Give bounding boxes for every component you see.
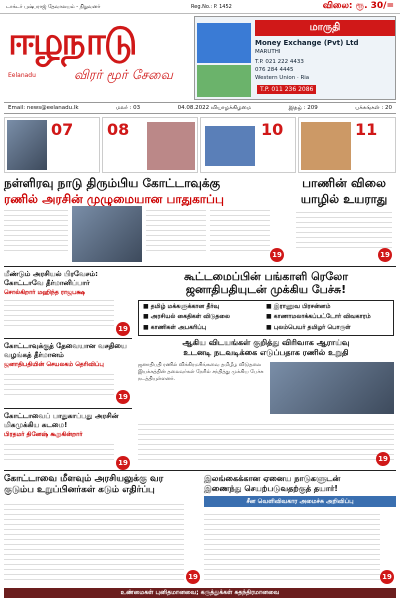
top-strip	[0, 0, 400, 14]
left-story-3-headline: கோட்டாவைப் பாதுகாப்பது அரசின் மிகமுக்கிய கடமை!	[4, 412, 119, 429]
teaser-photo	[301, 122, 351, 170]
exchange-ad[interactable]	[194, 16, 396, 100]
divider	[4, 470, 396, 471]
teaser-page: 10	[261, 120, 284, 139]
ad-partners: Western Union · Ria	[255, 75, 310, 81]
ad-phone3: T.P. 011 236 2086	[257, 85, 316, 94]
lead-story[interactable]	[4, 176, 288, 208]
feature-headline-1: கூட்டமைப்பின் பங்காளி ரெலோ	[183, 270, 349, 283]
page-count: பக்கங்கள் : 20	[355, 104, 392, 111]
teaser-page: 08	[107, 120, 130, 139]
bread-price-story[interactable]	[292, 176, 396, 208]
bottom-left-headline-1: கோட்டாவை மீளவும் அரசியலுக்கு வர	[4, 474, 164, 484]
teaser-box[interactable]	[298, 117, 396, 173]
ad-image-blue	[197, 23, 251, 63]
bottom-left-story[interactable]	[4, 474, 200, 496]
page-ref-badge[interactable]: 19	[116, 390, 130, 404]
left-story-3-body	[4, 440, 114, 462]
bullet-item: ■ இராணுவ பிரசன்னம்	[266, 303, 331, 310]
bullet-item: ■ புலம்பெயர் தமிழர் பொருள்	[266, 323, 351, 331]
ad-brand: MARUTHI	[255, 49, 281, 55]
left-story-1-headline: மீண்டும் அரசியல் பிரவேசம்: கோட்டாவே தீர்மானிப்பார்	[4, 270, 98, 287]
bread-body	[296, 208, 392, 250]
left-story-1-body	[4, 296, 114, 328]
volume: மலர் : 03	[115, 104, 141, 111]
lead-body-2	[146, 206, 206, 254]
ad-phone2: 076 284 4445	[255, 67, 294, 73]
price-label: விலை: ரூ. 30/=	[322, 1, 394, 11]
lead-headline-1: நள்ளிரவு நாடு திரும்பிய கோட்டாவுக்கு	[4, 176, 221, 190]
left-story-2[interactable]	[4, 342, 130, 369]
ad-company-en: Money Exchange (Pvt) Ltd	[255, 39, 359, 47]
footer-slogan: உண்மைகள் புனிதமானவை; கருத்துக்கள் சுதந்திரமானவை	[4, 588, 396, 598]
feature-bullets	[138, 300, 394, 336]
page-ref-badge[interactable]: 19	[376, 452, 390, 466]
page-ref-badge[interactable]: 19	[116, 456, 130, 470]
feature-photo	[270, 362, 394, 414]
bottom-right-headline-1: இலங்கைக்கான ஏனைய நாடுகளுடன்	[204, 474, 341, 483]
bottom-right-story[interactable]	[204, 474, 396, 494]
feature-subhead-1: ஆகிய விடயங்கள் குறித்து விரிவாக ஆராய்வு	[182, 338, 350, 347]
feature-body-more	[138, 420, 394, 460]
bread-headline-2: யாழில் உயராது	[300, 192, 388, 206]
ad-phone1: T.P. 021 222 4433	[255, 59, 304, 65]
lead-headline-2: ரணில் அரசின் முழுமையான பாதுகாப்பு	[4, 192, 224, 206]
teaser-box[interactable]	[4, 117, 100, 173]
masthead	[4, 16, 190, 104]
bottom-right-body	[204, 510, 380, 580]
lead-body-3	[210, 206, 270, 254]
divider	[4, 338, 132, 339]
page-ref-badge[interactable]: 19	[378, 248, 392, 262]
left-story-1[interactable]	[4, 270, 130, 297]
logo-english: Eelanadu	[8, 72, 36, 79]
left-story-2-body	[4, 370, 114, 396]
bread-headline-1: பாணின் விலை	[302, 176, 386, 190]
lead-body	[4, 206, 68, 254]
bottom-right-headline-2: இணைந்து செயற்படுவதற்குத் தயார்!	[204, 484, 338, 493]
issue-date: 04.08.2022 வியாழக்கிழமை	[177, 104, 252, 111]
left-story-3[interactable]	[4, 412, 130, 439]
left-story-1-sub: சொல்கிறார் மஹிந்த ராஜபக்ஷ	[4, 289, 85, 296]
teaser-photo	[7, 120, 47, 170]
teaser-photo	[147, 122, 195, 170]
lead-photo	[72, 206, 142, 262]
page-ref-badge[interactable]: 19	[116, 322, 130, 336]
feature-subheads	[138, 338, 394, 358]
bullet-item: ■ அரசியல் கைதிகள் விடுதலை	[143, 313, 230, 321]
issue-info-bar	[4, 102, 396, 114]
left-story-2-sub: ஜனாதிபதியின் செயலகம் தெரிவிப்பு	[4, 361, 104, 368]
divider	[4, 266, 396, 267]
feature-headline-2: ஜனாதிபதியுடன் முக்கிய பேச்சு!	[185, 283, 347, 296]
bullet-item: ■ காணாமலாக்கப்பட்டோர் விவகாரம்	[266, 313, 371, 321]
left-story-3-sub: பிரதமர் தினேஷ் கூறுகின்றார்	[4, 431, 83, 438]
email[interactable]: Email: news@eelanadu.lk	[8, 105, 79, 111]
page-ref-badge[interactable]: 19	[270, 248, 284, 262]
feature-story[interactable]	[136, 270, 396, 296]
bullet-item: ■ தமிழ் மக்களுக்கான தீர்வு	[143, 303, 220, 310]
teaser-photo	[205, 126, 255, 166]
bullet-item: ■ காணிகள் அபகரிப்பு	[143, 323, 207, 331]
feature-subhead-2: உடனடி நடவடிக்கை எடுப்பதாக ரணில் உறுதி	[183, 348, 349, 357]
bottom-left-body	[4, 500, 184, 580]
teaser-page: 07	[51, 120, 74, 139]
bottom-left-headline-2: குடும்ப உறுப்பினர்கள் கடும் எதிர்ப்பு	[4, 485, 155, 495]
ad-image-green	[197, 65, 251, 97]
left-story-2-headline: கோட்டாவுக்குத் தேவையான வசதியை வழங்கத் தீர்மானம்	[4, 342, 127, 359]
issue-number: இதழ் : 209	[288, 104, 318, 111]
teaser-box[interactable]	[102, 117, 198, 173]
ad-company: மாருதி	[255, 20, 395, 36]
bottom-right-subhead: சீன வெளிவிவகார அமைச்சு அறிவிப்பு	[204, 496, 396, 507]
logo-title: ஈழநாடு	[8, 18, 136, 63]
founder-text: டாக்டர் புஷ்பராஜ் தேவாலயம் - நிறுவனர்	[6, 3, 101, 10]
page-ref-badge[interactable]: 19	[380, 570, 394, 584]
reg-number: Reg.No.: P. 1452	[191, 3, 232, 10]
page-ref-badge[interactable]: 19	[186, 570, 200, 584]
divider	[4, 408, 132, 409]
teaser-box[interactable]	[200, 117, 296, 173]
feature-body: ஜனாதிபதி ரணில் விக்கிரமசிங்கவை தமிழீழ விடுதலை இயக்கத்தின் தலைவர்கள் நேரில் சந்தித்து முக்கிய பேச்சு நடத்தியுள்ளனர்.	[138, 362, 264, 382]
teaser-page: 11	[355, 120, 378, 139]
logo-tagline: விரர் மூர் சேவை	[74, 68, 173, 83]
